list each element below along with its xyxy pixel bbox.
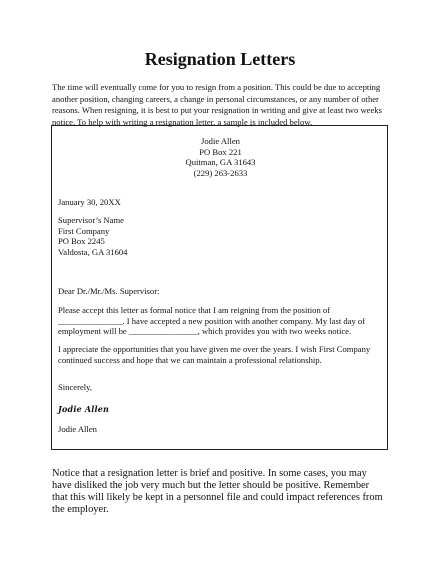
salutation: Dear Dr./Mr./Ms. Supervisor:: [58, 286, 160, 296]
intro-paragraph: The time will eventually come for you to resign from a position. This could be due to accepting another position, changing careers, a change in personal circumstances, or any number of other reasons. When resigning, it is best to put your resignation in writing and give at least two weeks notice. To help with writing a resignation letter, a sample is included below.: [52, 82, 382, 127]
page-title: Resignation Letters: [144, 49, 296, 69]
sender-street: PO Box 221: [199, 146, 242, 157]
recipient-line: PO Box 2245: [58, 236, 105, 246]
paragraph-line: I appreciate the opportunities that you have given me over the years. I wish First Company: [58, 344, 371, 354]
sender-phone: (229) 263-2633: [193, 167, 248, 178]
paragraph-line: Please accept this letter as formal notice that I am reigning from the position of: [58, 305, 331, 315]
paragraph-line: _______________. I have accepted a new position with another company. My last day of: [58, 315, 366, 326]
letter-paragraph-1: [58, 305, 383, 337]
recipient-line: First Company: [58, 225, 110, 236]
letter-paragraph-2: [58, 344, 383, 365]
sender-city: Quitman, GA 31643: [185, 157, 256, 167]
signature: Jodie Allen: [58, 404, 110, 414]
closing: Sincerely,: [58, 382, 93, 392]
recipient-line: Valdosta, GA 31604: [58, 246, 128, 257]
paragraph-line: continued success and hope that we can maintain a professional relationship.: [58, 354, 322, 365]
signer-name: Jodie Allen: [58, 424, 97, 434]
sample-letter: [51, 125, 388, 450]
sender-name: Jodie Allen: [201, 136, 240, 146]
recipient-address: [58, 215, 383, 257]
paragraph-line: employment will be ________________, which provides you with two weeks notice.: [58, 326, 352, 336]
outro-paragraph: Notice that a resignation letter is brief and positive. In some cases, you may have disliked the job very much but the letter should be positive. Remember that this will likely be kept in a personnel file and could impact references from the employer.: [52, 468, 383, 515]
sender-address: [52, 136, 389, 178]
letter-date: January 30, 20XX: [58, 197, 121, 207]
recipient-line: Supervisor’s Name: [58, 215, 124, 225]
